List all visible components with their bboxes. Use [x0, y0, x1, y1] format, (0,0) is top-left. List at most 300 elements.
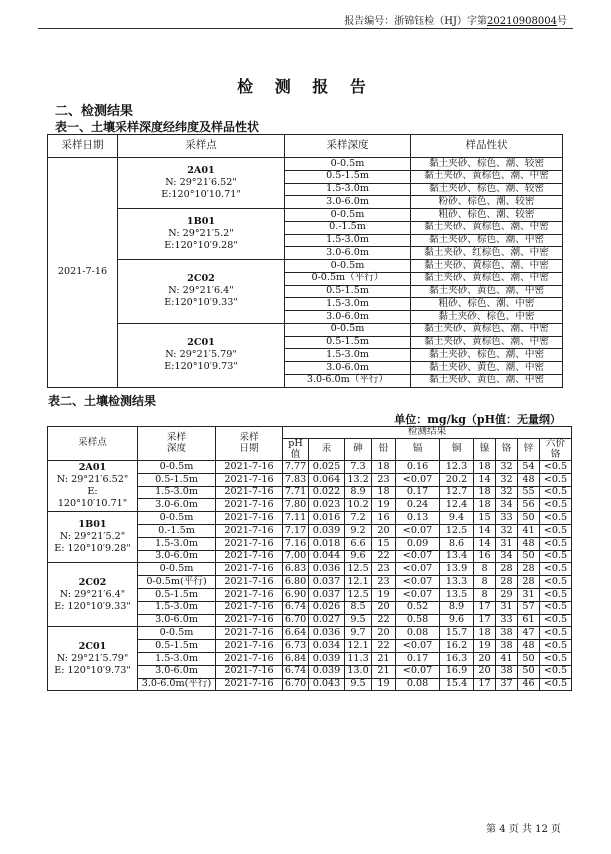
value-cell: <0.5	[540, 576, 572, 589]
value-cell: 9.6	[345, 550, 372, 563]
table1-caption: 表一、土壤采样深度经纬度及样品性状	[55, 120, 260, 134]
value-cell: 31	[496, 601, 518, 614]
character-cell: 黏土夹砂、黄棕色、潮、中密	[411, 323, 563, 336]
depth-cell: 0.5-1.5m	[138, 473, 216, 486]
sample-point	[48, 563, 138, 627]
value-cell: 6.90	[283, 589, 309, 602]
value-cell: <0.07	[396, 550, 440, 563]
value-cell: 33	[496, 512, 518, 525]
value-cell: 20	[372, 525, 396, 538]
point-lat: N: 29°21′5.79"	[165, 349, 237, 361]
value-cell: 28	[518, 563, 540, 576]
value-cell: 23	[372, 473, 396, 486]
point-lon: E:120°10′9.73"	[164, 361, 238, 373]
value-cell: 6.64	[283, 627, 309, 640]
sample-point	[48, 461, 138, 512]
point-lon: E: 120°10′9.28"	[54, 543, 131, 555]
depth-cell: 0-0.5m(平行)	[138, 576, 216, 589]
value-cell: <0.07	[396, 473, 440, 486]
depth-cell: 1.5-3.0m	[138, 653, 216, 666]
value-cell: 0.027	[309, 614, 345, 627]
value-cell: 21	[372, 665, 396, 678]
value-cell: 16.3	[440, 653, 474, 666]
depth-cell: 0.5-1.5m	[285, 285, 411, 298]
point-lat: N: 29°21′6.4"	[168, 285, 234, 297]
point-lon: 120°10′10.71"	[57, 498, 128, 510]
value-cell: <0.5	[540, 627, 572, 640]
date-cell: 2021-7-16	[216, 537, 283, 550]
value-cell: <0.5	[540, 601, 572, 614]
value-cell: <0.5	[540, 678, 572, 691]
value-cell: 50	[518, 550, 540, 563]
value-cell: 22	[372, 640, 396, 653]
depth-cell: 3.0-6.0m（平行）	[285, 374, 411, 387]
value-cell: 0.018	[309, 537, 345, 550]
point-lat: N: 29°21′5.2"	[59, 531, 126, 543]
value-cell: 18	[474, 486, 496, 499]
table2-row	[48, 512, 572, 525]
character-cell: 黏土夹砂、黄色、潮、中密	[411, 285, 563, 298]
value-cell: 19	[474, 640, 496, 653]
sample-point	[118, 260, 285, 324]
value-cell: 8	[474, 576, 496, 589]
value-cell: 15.7	[440, 627, 474, 640]
param-header: pH 值	[283, 439, 309, 461]
value-cell: 31	[496, 537, 518, 550]
value-cell: 38	[496, 627, 518, 640]
value-cell: 13.3	[440, 576, 474, 589]
value-cell: <0.5	[540, 461, 572, 474]
col-date: 采样 日期	[216, 427, 283, 461]
value-cell: <0.5	[540, 640, 572, 653]
param-header: 砷	[345, 439, 372, 461]
point-name: 2A01	[187, 165, 215, 177]
value-cell: 47	[518, 627, 540, 640]
value-cell: 15.4	[440, 678, 474, 691]
sample-point	[118, 323, 285, 387]
value-cell: 9.5	[345, 678, 372, 691]
value-cell: <0.5	[540, 550, 572, 563]
point-name: 1B01	[186, 216, 216, 228]
date-cell: 2021-7-16	[216, 499, 283, 512]
date-cell: 2021-7-16	[216, 486, 283, 499]
value-cell: 7.3	[345, 461, 372, 474]
character-cell: 粉砂、棕色、潮、较密	[411, 196, 563, 209]
value-cell: 12.4	[440, 499, 474, 512]
character-cell: 黏土夹砂、黄棕色、潮、中密	[411, 260, 563, 273]
value-cell: 29	[496, 589, 518, 602]
value-cell: 20	[474, 665, 496, 678]
value-cell: 18	[474, 499, 496, 512]
value-cell: 13.5	[440, 589, 474, 602]
value-cell: 20	[474, 653, 496, 666]
value-cell: 0.13	[396, 512, 440, 525]
value-cell: 13.9	[440, 563, 474, 576]
depth-cell: 3.0-6.0m	[138, 550, 216, 563]
depth-cell: 3.0-6.0m	[138, 499, 216, 512]
depth-cell: 3.0-6.0m	[285, 196, 411, 209]
value-cell: 12.3	[440, 461, 474, 474]
value-cell: 6.70	[283, 678, 309, 691]
table1-header: 采样点	[118, 135, 285, 158]
value-cell: 6.70	[283, 614, 309, 627]
depth-cell: 1.5-3.0m	[138, 537, 216, 550]
value-cell: 9.5	[345, 614, 372, 627]
table2-row	[48, 563, 572, 576]
depth-cell: 1.5-3.0m	[285, 349, 411, 362]
value-cell: 14	[474, 473, 496, 486]
date-cell: 2021-7-16	[216, 589, 283, 602]
value-cell: 0.52	[396, 601, 440, 614]
value-cell: <0.07	[396, 563, 440, 576]
param-header: 六价 铬	[540, 439, 572, 461]
value-cell: 12.1	[345, 576, 372, 589]
value-cell: 18	[372, 461, 396, 474]
date-cell: 2021-7-16	[216, 550, 283, 563]
point-lon: E:	[87, 486, 98, 498]
depth-cell: 0.-1.5m	[285, 221, 411, 234]
value-cell: 34	[496, 550, 518, 563]
value-cell: 7.17	[283, 525, 309, 538]
character-cell: 黏土夹砂、黄棕色、潮、中密	[411, 272, 563, 285]
value-cell: 6.74	[283, 601, 309, 614]
value-cell: <0.5	[540, 614, 572, 627]
value-cell: 61	[518, 614, 540, 627]
value-cell: <0.5	[540, 473, 572, 486]
value-cell: 8.9	[440, 601, 474, 614]
page-title: 检 测 报 告	[237, 77, 374, 96]
value-cell: 28	[518, 576, 540, 589]
date-cell: 2021-7-16	[216, 665, 283, 678]
point-lon: E:120°10′9.28"	[164, 239, 238, 251]
section-title: 二、检测结果	[55, 104, 134, 119]
value-cell: 16	[372, 512, 396, 525]
depth-cell: 1.5-3.0m	[285, 298, 411, 311]
sample-point	[118, 209, 285, 260]
table1-row	[48, 323, 563, 336]
character-cell: 黏土夹砂、黄色、潮、中密	[411, 362, 563, 375]
value-cell: 0.026	[309, 601, 345, 614]
value-cell: 0.037	[309, 576, 345, 589]
value-cell: 15	[372, 537, 396, 550]
value-cell: 0.17	[396, 486, 440, 499]
value-cell: 0.17	[396, 653, 440, 666]
value-cell: 7.16	[283, 537, 309, 550]
value-cell: 0.037	[309, 589, 345, 602]
depth-cell: 0.5-1.5m	[285, 170, 411, 183]
value-cell: 18	[474, 461, 496, 474]
date-cell: 2021-7-16	[216, 614, 283, 627]
date-cell: 2021-7-16	[216, 461, 283, 474]
value-cell: <0.07	[396, 576, 440, 589]
value-cell: 54	[518, 461, 540, 474]
point-lon: E: 120°10′9.73"	[54, 664, 131, 676]
point-lat: N: 29°21′5.2"	[168, 228, 234, 239]
value-cell: 57	[518, 601, 540, 614]
value-cell: 18	[474, 627, 496, 640]
date-cell: 2021-7-16	[216, 601, 283, 614]
value-cell: 16.9	[440, 665, 474, 678]
value-cell: 31	[518, 589, 540, 602]
depth-cell: 0-0.5m	[138, 512, 216, 525]
value-cell: 18	[372, 486, 396, 499]
date-cell: 2021-7-16	[216, 563, 283, 576]
value-cell: <0.5	[540, 665, 572, 678]
value-cell: 23	[372, 563, 396, 576]
value-cell: 13.2	[345, 473, 372, 486]
value-cell: 12.1	[345, 640, 372, 653]
value-cell: <0.5	[540, 486, 572, 499]
value-cell: 0.24	[396, 499, 440, 512]
table1-row	[48, 209, 563, 222]
col-results: 检测结果	[283, 427, 572, 439]
param-header: 铬	[496, 439, 518, 461]
value-cell: <0.5	[540, 589, 572, 602]
sample-date: 2021-7-16	[48, 158, 118, 388]
value-cell: 32	[496, 525, 518, 538]
value-cell: 7.71	[283, 486, 309, 499]
value-cell: 22	[372, 550, 396, 563]
value-cell: 17	[474, 614, 496, 627]
value-cell: 0.034	[309, 640, 345, 653]
character-cell: 黏土夹砂、棕色、潮、较密	[411, 183, 563, 196]
value-cell: 19	[372, 499, 396, 512]
table1-header: 样品性状	[411, 135, 563, 158]
param-header: 汞	[309, 439, 345, 461]
value-cell: 0.025	[309, 461, 345, 474]
depth-cell: 0.5-1.5m	[285, 336, 411, 349]
page-footer: 第 4 页 共 12 页	[486, 824, 561, 835]
value-cell: 9.4	[440, 512, 474, 525]
value-cell: 28	[496, 563, 518, 576]
value-cell: 0.023	[309, 499, 345, 512]
unit-note: 单位：mg/kg（pH值：无量纲）	[394, 413, 561, 426]
value-cell: 15	[474, 512, 496, 525]
value-cell: 0.039	[309, 653, 345, 666]
point-name: 2C02	[78, 576, 107, 588]
value-cell: 41	[518, 525, 540, 538]
value-cell: 16	[474, 550, 496, 563]
point-name: 1B01	[78, 519, 107, 531]
character-cell: 黏土夹砂、棕色、潮、中密	[411, 234, 563, 247]
point-name: 2A01	[78, 462, 107, 474]
param-header: 铅	[372, 439, 396, 461]
table2-row	[48, 461, 572, 474]
depth-cell: 1.5-3.0m	[285, 183, 411, 196]
table1-row	[48, 158, 563, 171]
sample-info-table	[47, 134, 563, 388]
value-cell: 0.044	[309, 550, 345, 563]
depth-cell: 0-0.5m	[285, 323, 411, 336]
col-depth: 采样 深度	[138, 427, 216, 461]
date-cell: 2021-7-16	[216, 627, 283, 640]
value-cell: <0.5	[540, 653, 572, 666]
value-cell: 8	[474, 563, 496, 576]
value-cell: 16.2	[440, 640, 474, 653]
value-cell: 7.11	[283, 512, 309, 525]
report-number: 报告编号：浙锦钰检（HJ）字第20210908004号	[344, 16, 567, 27]
depth-cell: 0-0.5m（平行）	[285, 272, 411, 285]
value-cell: 46	[518, 678, 540, 691]
depth-cell: 3.0-6.0m	[285, 311, 411, 324]
value-cell: 20.2	[440, 473, 474, 486]
value-cell: 0.022	[309, 486, 345, 499]
value-cell: <0.07	[396, 589, 440, 602]
value-cell: 14	[474, 525, 496, 538]
value-cell: 21	[372, 653, 396, 666]
value-cell: 12.5	[345, 563, 372, 576]
depth-cell: 0-0.5m	[285, 260, 411, 273]
point-name: 2C01	[78, 640, 107, 652]
character-cell: 黏土夹砂、棕色、潮、中密	[411, 349, 563, 362]
header-divider	[38, 28, 573, 29]
character-cell: 粗砂、棕色、潮、中密	[411, 298, 563, 311]
value-cell: 41	[496, 653, 518, 666]
value-cell: 0.039	[309, 665, 345, 678]
table1-row	[48, 260, 563, 273]
value-cell: 33	[496, 614, 518, 627]
value-cell: 19	[372, 678, 396, 691]
depth-cell: 3.0-6.0m	[285, 247, 411, 260]
value-cell: <0.07	[396, 525, 440, 538]
sample-point	[118, 158, 285, 209]
value-cell: 10.2	[345, 499, 372, 512]
value-cell: 8	[474, 589, 496, 602]
date-cell: 2021-7-16	[216, 653, 283, 666]
value-cell: 9.6	[440, 614, 474, 627]
depth-cell: 3.0-6.0m(平行)	[138, 678, 216, 691]
point-name: 2C02	[187, 273, 215, 285]
depth-cell: 1.5-3.0m	[285, 234, 411, 247]
value-cell: 12.5	[440, 525, 474, 538]
depth-cell: 0-0.5m	[138, 627, 216, 640]
depth-cell: 0-0.5m	[138, 461, 216, 474]
value-cell: 12.7	[440, 486, 474, 499]
value-cell: 0.09	[396, 537, 440, 550]
value-cell: 48	[518, 640, 540, 653]
date-cell: 2021-7-16	[216, 640, 283, 653]
value-cell: 22	[372, 614, 396, 627]
character-cell: 黏土夹砂、黄色、潮、中密	[411, 374, 563, 387]
table2-row	[48, 627, 572, 640]
date-cell: 2021-7-16	[216, 678, 283, 691]
value-cell: 6.80	[283, 576, 309, 589]
value-cell: 6.73	[283, 640, 309, 653]
value-cell: 0.036	[309, 627, 345, 640]
table1-header: 采样深度	[285, 135, 411, 158]
value-cell: 19	[372, 589, 396, 602]
value-cell: 0.016	[309, 512, 345, 525]
value-cell: <0.5	[540, 499, 572, 512]
param-header: 镍	[474, 439, 496, 461]
value-cell: 6.83	[283, 563, 309, 576]
param-header: 镉	[396, 439, 440, 461]
depth-cell: 1.5-3.0m	[138, 601, 216, 614]
value-cell: 7.2	[345, 512, 372, 525]
value-cell: 17	[474, 678, 496, 691]
value-cell: 32	[496, 461, 518, 474]
value-cell: 8.9	[345, 486, 372, 499]
sample-point	[48, 512, 138, 563]
depth-cell: 0.5-1.5m	[138, 589, 216, 602]
col-point: 采样点	[48, 427, 138, 461]
value-cell: 37	[496, 678, 518, 691]
value-cell: 48	[518, 537, 540, 550]
point-lon: E:120°10′10.71"	[161, 188, 241, 200]
depth-cell: 0-0.5m	[285, 209, 411, 222]
value-cell: 0.16	[396, 461, 440, 474]
value-cell: 56	[518, 499, 540, 512]
value-cell: 34	[496, 499, 518, 512]
value-cell: 0.064	[309, 473, 345, 486]
value-cell: 6.84	[283, 653, 309, 666]
value-cell: 23	[372, 576, 396, 589]
depth-cell: 0.5-1.5m	[138, 640, 216, 653]
point-lon: E:120°10′9.33"	[164, 297, 238, 309]
value-cell: <0.5	[540, 537, 572, 550]
character-cell: 黏土夹砂、黄棕色、潮、中密	[411, 336, 563, 349]
value-cell: 0.043	[309, 678, 345, 691]
value-cell: 50	[518, 665, 540, 678]
sample-point	[48, 627, 138, 691]
value-cell: 50	[518, 653, 540, 666]
character-cell: 黏土夹砂、红棕色、潮、中密	[411, 247, 563, 260]
value-cell: 7.80	[283, 499, 309, 512]
value-cell: 17	[474, 601, 496, 614]
value-cell: 28	[496, 576, 518, 589]
value-cell: 0.08	[396, 627, 440, 640]
value-cell: 20	[372, 627, 396, 640]
point-name: 2C01	[187, 337, 215, 349]
value-cell: 32	[496, 473, 518, 486]
date-cell: 2021-7-16	[216, 512, 283, 525]
value-cell: 0.58	[396, 614, 440, 627]
soil-results-table	[47, 426, 572, 691]
value-cell: 50	[518, 512, 540, 525]
value-cell: 9.2	[345, 525, 372, 538]
value-cell: 32	[496, 486, 518, 499]
depth-cell: 0-0.5m	[138, 563, 216, 576]
value-cell: 20	[372, 601, 396, 614]
value-cell: 0.036	[309, 563, 345, 576]
table2-caption: 表二、土壤检测结果	[48, 394, 157, 408]
depth-cell: 1.5-3.0m	[138, 486, 216, 499]
depth-cell: 0.-1.5m	[138, 525, 216, 538]
value-cell: 14	[474, 537, 496, 550]
param-header: 铜	[440, 439, 474, 461]
depth-cell: 0-0.5m	[285, 158, 411, 171]
table1-header: 采样日期	[48, 135, 118, 158]
value-cell: 38	[496, 640, 518, 653]
value-cell: <0.5	[540, 512, 572, 525]
value-cell: 38	[496, 665, 518, 678]
character-cell: 黏土夹砂、黄棕色、潮、中密	[411, 170, 563, 183]
character-cell: 黏土夹砂、棕色、中密	[411, 311, 563, 324]
value-cell: <0.07	[396, 640, 440, 653]
value-cell: <0.07	[396, 665, 440, 678]
param-header: 锌	[518, 439, 540, 461]
value-cell: <0.5	[540, 563, 572, 576]
depth-cell: 3.0-6.0m	[138, 665, 216, 678]
value-cell: 6.6	[345, 537, 372, 550]
character-cell: 粗砂、棕色、潮、较密	[411, 209, 563, 222]
value-cell: 7.77	[283, 461, 309, 474]
value-cell: 48	[518, 473, 540, 486]
value-cell: 8.6	[440, 537, 474, 550]
point-lat: N: 29°21′6.52"	[165, 177, 237, 188]
value-cell: 0.08	[396, 678, 440, 691]
value-cell: 9.7	[345, 627, 372, 640]
